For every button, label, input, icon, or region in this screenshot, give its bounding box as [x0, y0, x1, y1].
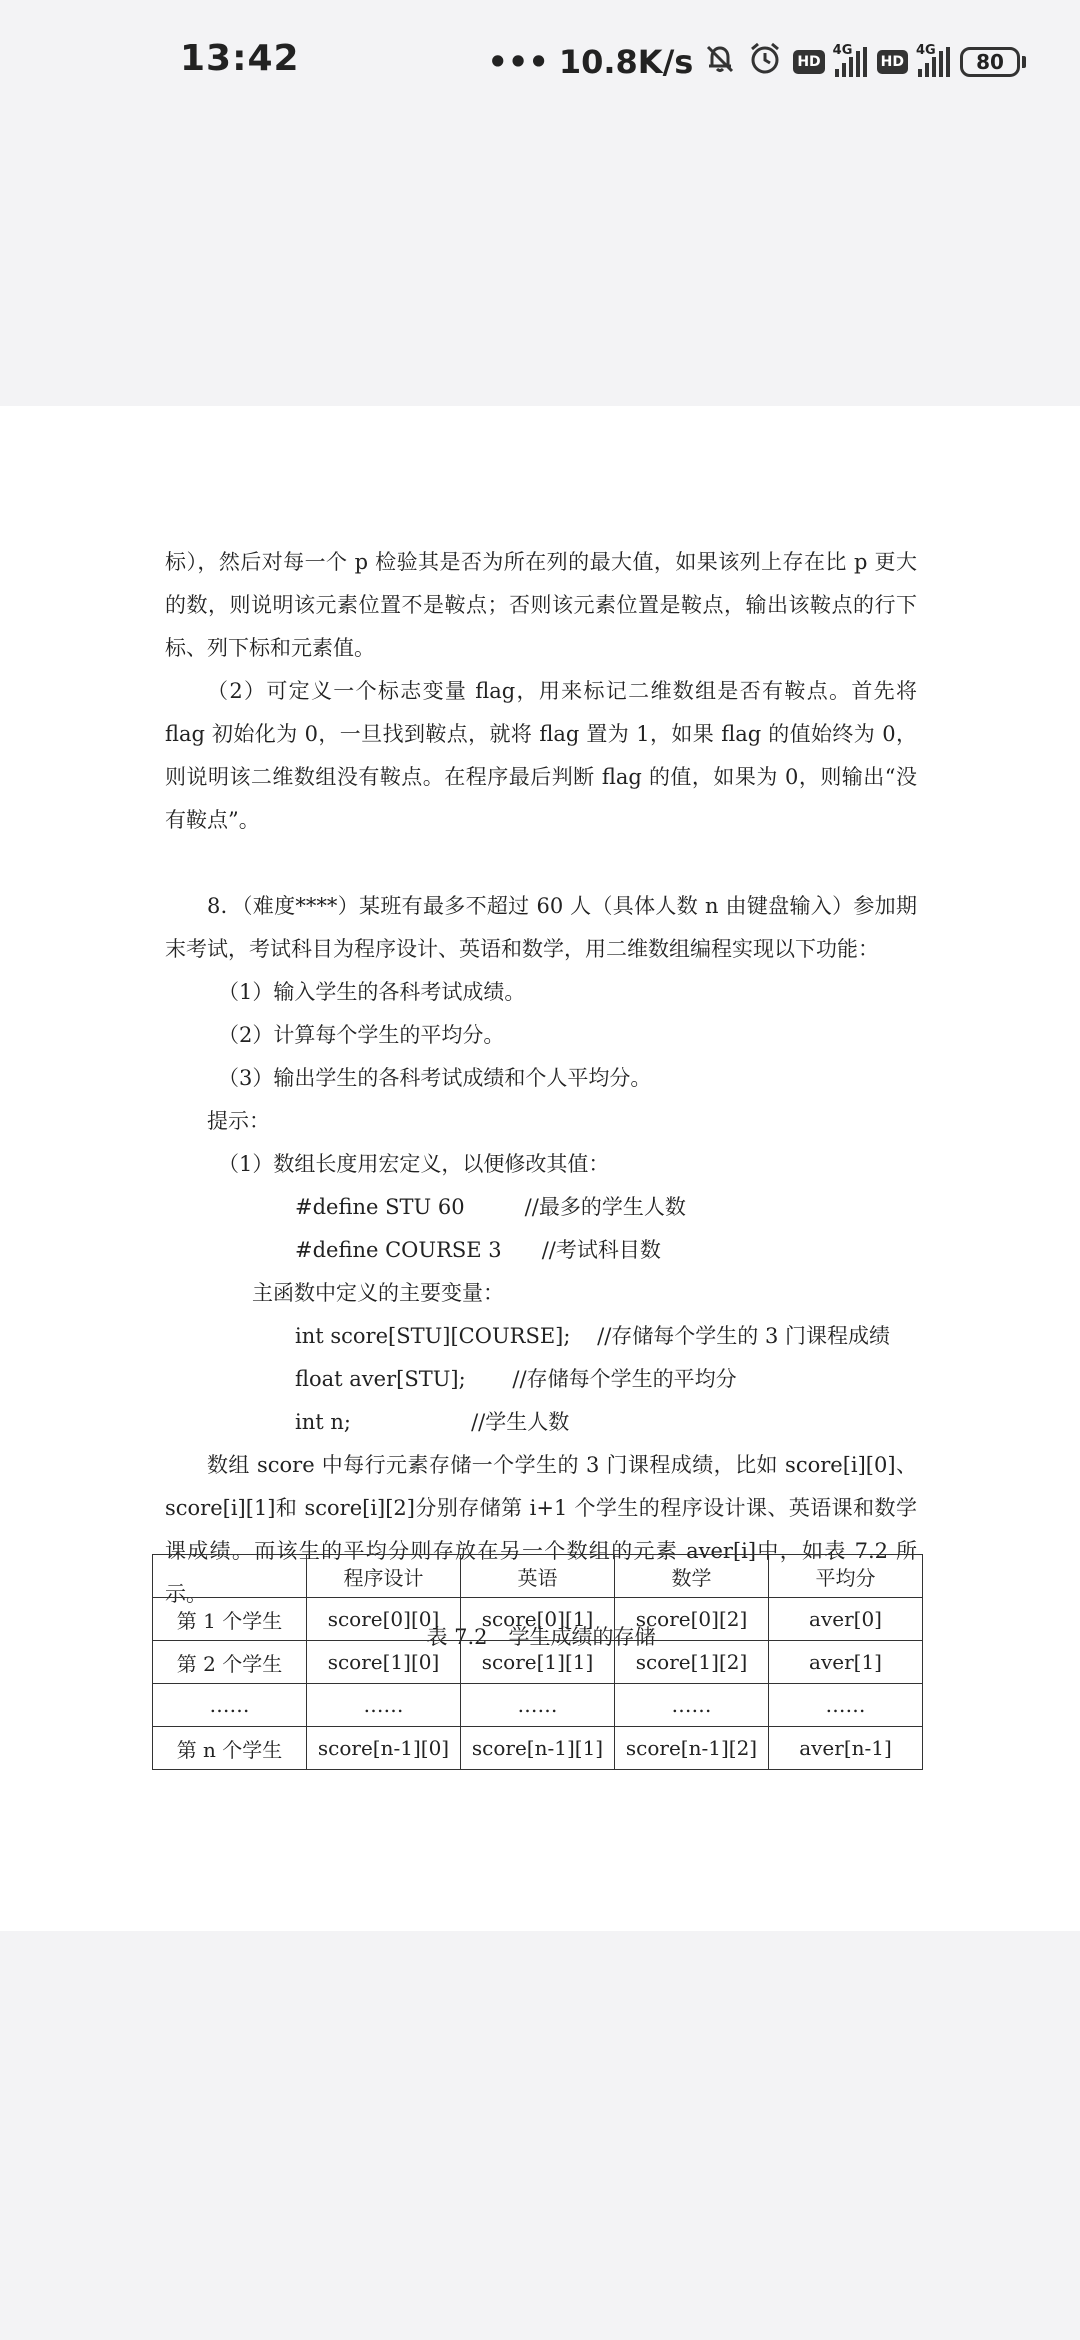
document-text — [165, 541, 917, 1659]
table-row — [153, 1641, 923, 1684]
table-cell: aver[1] — [769, 1641, 923, 1684]
document-page[interactable] — [0, 406, 1080, 1931]
code-line: int score[STU][COURSE]; //存储每个学生的 3 门课程成绩 — [295, 1324, 891, 1348]
hd-badge: HD — [793, 50, 824, 74]
score-table — [152, 1554, 923, 1770]
network-type: 4G — [832, 43, 853, 58]
table-cell: …… — [153, 1684, 307, 1727]
table-row — [153, 1684, 923, 1727]
hint-1: （1）数组长度用宏定义，以便修改其值： — [218, 1152, 610, 1176]
table-cell: score[0][1] — [461, 1598, 615, 1641]
table-cell: 第 n 个学生 — [153, 1727, 307, 1770]
status-icons — [487, 40, 1026, 84]
signal-icon — [832, 43, 867, 77]
table-cell: 第 1 个学生 — [153, 1598, 307, 1641]
network-type: 4G — [916, 43, 936, 58]
main-vars-label: 主函数中定义的主要变量： — [252, 1281, 504, 1305]
battery-level: 80 — [960, 47, 1020, 77]
header-cell: 程序设计 — [307, 1555, 461, 1598]
table-row — [153, 1598, 923, 1641]
header-cell: 平均分 — [769, 1555, 923, 1598]
header-cell: 英语 — [461, 1555, 615, 1598]
mute-bell-icon — [703, 41, 737, 83]
hint-label: 提示： — [207, 1109, 270, 1133]
table-cell: score[n-1][0] — [307, 1727, 461, 1770]
table-cell: score[n-1][2] — [615, 1727, 769, 1770]
table-cell: …… — [307, 1684, 461, 1727]
code-line: int n; //学生人数 — [295, 1410, 570, 1434]
requirement-1: （1）输入学生的各科考试成绩。 — [218, 980, 526, 1004]
code-line: #define COURSE 3 //考试科目数 — [295, 1238, 661, 1262]
table-cell: aver[0] — [769, 1598, 923, 1641]
table-cell: 第 2 个学生 — [153, 1641, 307, 1684]
table-cell: …… — [769, 1684, 923, 1727]
table-cell: score[1][1] — [461, 1641, 615, 1684]
paragraph: 标），然后对每一个 p 检验其是否为所在列的最大值，如果该列上存在比 p 更大的数，则说明该元素位置不是鞍点；否则该元素位置是鞍点，输出该鞍点的行下标、列下标和元素值。 — [165, 550, 917, 660]
table-header-row — [153, 1555, 923, 1598]
code-line: float aver[STU]; //存储每个学生的平均分 — [295, 1367, 737, 1391]
table-cell: score[1][2] — [615, 1641, 769, 1684]
hd-badge: HD — [877, 50, 908, 74]
status-time: 13:42 — [180, 38, 300, 79]
more-dots-icon: ••• — [487, 43, 549, 81]
status-bar — [0, 0, 1080, 125]
header-cell: 数学 — [615, 1555, 769, 1598]
table-cell: aver[n-1] — [769, 1727, 923, 1770]
header-cell — [153, 1555, 307, 1598]
table-cell: score[0][2] — [615, 1598, 769, 1641]
requirement-2: （2）计算每个学生的平均分。 — [218, 1023, 505, 1047]
network-speed: 10.8K/s — [558, 43, 694, 81]
code-line: #define STU 60 //最多的学生人数 — [295, 1195, 686, 1219]
table-cell: score[n-1][1] — [461, 1727, 615, 1770]
alarm-clock-icon — [747, 40, 783, 84]
paragraph: 数组 score 中每行元素存储一个学生的 3 门课程成绩，比如 score[i][0]、score[i][1]和 score[i][2]分别存储第 i+1 个学生的程序设计课、英语课和数学课成绩。而该生的平均分则存放在另一个数组的元素 aver[i]中，如表 7.2 所示。 — [165, 1453, 917, 1606]
table-cell: …… — [615, 1684, 769, 1727]
signal-icon — [916, 43, 950, 77]
table-cell: score[0][0] — [307, 1598, 461, 1641]
requirement-3: （3）输出学生的各科考试成绩和个人平均分。 — [218, 1066, 652, 1090]
question-8: 8．（难度****）某班有最多不超过 60 人（具体人数 n 由键盘输入）参加期末考试，考试科目为程序设计、英语和数学，用二维数组编程实现以下功能： — [165, 894, 917, 961]
table-row — [153, 1727, 923, 1770]
paragraph: （2）可定义一个标志变量 flag，用来标记二维数组是否有鞍点。首先将 flag 初始化为 0，一旦找到鞍点，就将 flag 置为 1，如果 flag 的值始终为 0，则说明该二维数组没有鞍点。在程序最后判断 flag 的值，如果为 0，则输出“没有鞍点”。 — [165, 679, 917, 832]
table-caption: 表 7.2 学生成绩的存储 — [426, 1625, 656, 1649]
battery-icon — [960, 47, 1026, 77]
table-cell: …… — [461, 1684, 615, 1727]
table-cell: score[1][0] — [307, 1641, 461, 1684]
